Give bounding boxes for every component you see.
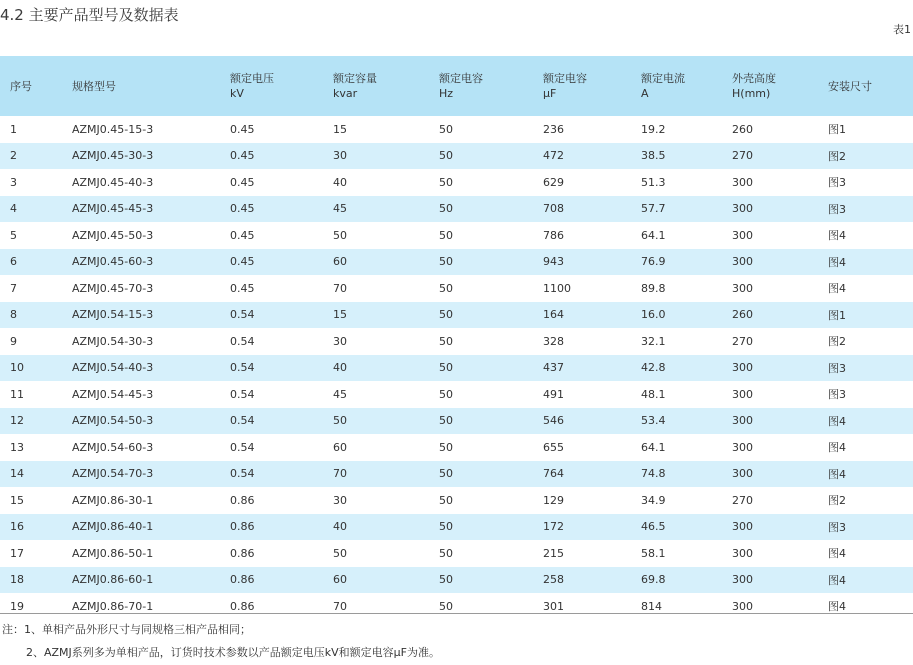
table-cell: AZMJ0.86-40-1	[72, 520, 154, 534]
table-cell: 328	[543, 334, 564, 348]
table-cell: 50	[439, 308, 453, 322]
table-cell: 129	[543, 493, 564, 507]
table-cell: 17	[10, 546, 24, 560]
table-row	[0, 461, 913, 488]
table-cell: 270	[732, 149, 753, 163]
table-cell: 0.45	[230, 228, 255, 242]
table-cell: 图3	[828, 520, 846, 534]
table-cell: 11	[10, 387, 24, 401]
table-cell: AZMJ0.45-15-3	[72, 122, 154, 136]
table-cell: 50	[439, 334, 453, 348]
table-cell: AZMJ0.54-15-3	[72, 308, 154, 322]
table-cell: 70	[333, 467, 347, 481]
note-line-2: 2、AZMJ系列多为单相产品，订货时技术参数以产品额定电压kV和额定电容μF为准。	[26, 646, 441, 659]
table-row	[0, 434, 913, 461]
table-cell: 50	[439, 202, 453, 216]
table-cell: 3	[10, 175, 17, 189]
header-cell	[66, 79, 230, 94]
table-cell: 300	[732, 361, 753, 375]
table-header-row	[0, 56, 913, 116]
table-cell: 30	[333, 334, 347, 348]
table-cell: 0.54	[230, 334, 255, 348]
table-cell: AZMJ0.86-50-1	[72, 546, 154, 560]
table-cell: 32.1	[641, 334, 666, 348]
table-cell: 15	[10, 493, 24, 507]
table-cell: 图3	[828, 388, 846, 402]
table-row	[0, 567, 913, 594]
table-cell: 708	[543, 202, 564, 216]
table-cell: 0.54	[230, 308, 255, 322]
table-cell: 50	[439, 281, 453, 295]
table-row	[0, 302, 913, 329]
table-cell: 60	[333, 255, 347, 269]
table-cell: 图4	[828, 467, 846, 481]
table-cell: 260	[732, 308, 753, 322]
table-row	[0, 116, 913, 143]
table-cell: 655	[543, 440, 564, 454]
table-cell: 0.54	[230, 440, 255, 454]
table-cell: AZMJ0.54-30-3	[72, 334, 154, 348]
table-cell: 1	[10, 122, 17, 136]
header-cell	[333, 71, 439, 101]
table-cell: AZMJ0.54-50-3	[72, 414, 154, 428]
table-cell: 50	[439, 599, 453, 613]
table-cell: 0.54	[230, 467, 255, 481]
header-unit: H(mm)	[732, 87, 771, 100]
table-cell: 0.86	[230, 546, 255, 560]
table-row	[0, 196, 913, 223]
table-cell: 30	[333, 149, 347, 163]
table-row	[0, 275, 913, 302]
table-cell: 16.0	[641, 308, 666, 322]
table-cell: AZMJ0.45-40-3	[72, 175, 154, 189]
table-cell: 50	[439, 255, 453, 269]
table-cell: 图4	[828, 573, 846, 587]
table-cell: 53.4	[641, 414, 666, 428]
table-cell: 图4	[828, 229, 846, 243]
table-cell: 50	[333, 414, 347, 428]
table-cell: 0.45	[230, 149, 255, 163]
table-row	[0, 381, 913, 408]
table-cell: 50	[439, 467, 453, 481]
table-cell: 69.8	[641, 573, 666, 587]
table-cell: 38.5	[641, 149, 666, 163]
table-cell: 12	[10, 414, 24, 428]
table-cell: 0.54	[230, 361, 255, 375]
table-cell: AZMJ0.54-60-3	[72, 440, 154, 454]
table-number-label: 表1	[893, 23, 911, 36]
table-cell: 300	[732, 414, 753, 428]
table-cell: 300	[732, 467, 753, 481]
table-cell: 172	[543, 520, 564, 534]
table-cell: AZMJ0.45-45-3	[72, 202, 154, 216]
header-unit: A	[641, 87, 649, 100]
table-cell: 60	[333, 440, 347, 454]
header-label: 安装尺寸	[828, 79, 872, 93]
table-cell: 40	[333, 175, 347, 189]
table-cell: 6	[10, 255, 17, 269]
table-cell: 14	[10, 467, 24, 481]
table-cell: 图4	[828, 255, 846, 269]
table-cell: 50	[333, 228, 347, 242]
table-cell: 5	[10, 228, 17, 242]
table-cell: 50	[439, 387, 453, 401]
header-label: 额定电流	[641, 72, 685, 85]
note-line-1: 注：1、单相产品外形尺寸与同规格三相产品相同；	[2, 623, 251, 636]
table-cell: 472	[543, 149, 564, 163]
table-cell: 图4	[828, 547, 846, 561]
table-cell: 70	[333, 599, 347, 613]
table-cell: AZMJ0.45-50-3	[72, 228, 154, 242]
table-cell: 0.45	[230, 255, 255, 269]
table-cell: AZMJ0.54-45-3	[72, 387, 154, 401]
table-row	[0, 143, 913, 170]
section-title: 4.2 主要产品型号及数据表	[0, 6, 179, 24]
table-cell: 0.54	[230, 414, 255, 428]
table-cell: 164	[543, 308, 564, 322]
header-unit: Hz	[439, 87, 454, 100]
table-cell: 50	[439, 149, 453, 163]
table-cell: 15	[333, 122, 347, 136]
table-row	[0, 487, 913, 514]
table-cell: 40	[333, 361, 347, 375]
table-cell: 图4	[828, 414, 846, 428]
table-cell: AZMJ0.86-30-1	[72, 493, 154, 507]
table-row	[0, 169, 913, 196]
table-cell: 300	[732, 175, 753, 189]
table-cell: 7	[10, 281, 17, 295]
table-cell: 60	[333, 573, 347, 587]
table-cell: 15	[333, 308, 347, 322]
table-cell: 48.1	[641, 387, 666, 401]
table-cell: 图4	[828, 441, 846, 455]
table-cell: 0.54	[230, 387, 255, 401]
header-label: 额定电容	[543, 72, 587, 85]
table-cell: 300	[732, 520, 753, 534]
header-cell	[732, 71, 828, 101]
table-cell: 42.8	[641, 361, 666, 375]
table-cell: 786	[543, 228, 564, 242]
table-cell: 764	[543, 467, 564, 481]
table-cell: 57.7	[641, 202, 666, 216]
table-row	[0, 249, 913, 276]
table-cell: 10	[10, 361, 24, 375]
table-cell: 13	[10, 440, 24, 454]
table-cell: 0.86	[230, 493, 255, 507]
table-cell: 50	[439, 122, 453, 136]
header-cell	[543, 71, 641, 101]
table-cell: 491	[543, 387, 564, 401]
table-cell: 图3	[828, 361, 846, 375]
table-cell: AZMJ0.45-70-3	[72, 281, 154, 295]
table-cell: 546	[543, 414, 564, 428]
table-cell: 300	[732, 573, 753, 587]
table-cell: 300	[732, 202, 753, 216]
table-cell: 34.9	[641, 493, 666, 507]
table-cell: 50	[439, 573, 453, 587]
table-cell: 437	[543, 361, 564, 375]
table-cell: 45	[333, 387, 347, 401]
table-cell: 46.5	[641, 520, 666, 534]
table-cell: 300	[732, 599, 753, 613]
table-cell: 64.1	[641, 440, 666, 454]
table-cell: 943	[543, 255, 564, 269]
table-cell: 图2	[828, 494, 846, 508]
table-cell: AZMJ0.45-30-3	[72, 149, 154, 163]
table-cell: 300	[732, 546, 753, 560]
table-cell: 50	[439, 440, 453, 454]
table-cell: 50	[439, 546, 453, 560]
header-label: 额定容量	[333, 72, 377, 85]
table-cell: 19	[10, 599, 24, 613]
table-cell: 18	[10, 573, 24, 587]
table-cell: 629	[543, 175, 564, 189]
table-cell: 814	[641, 599, 662, 613]
table-cell: 64.1	[641, 228, 666, 242]
table-cell: 50	[439, 414, 453, 428]
table-cell: 74.8	[641, 467, 666, 481]
table-row	[0, 328, 913, 355]
header-cell	[439, 71, 543, 101]
table-cell: 270	[732, 334, 753, 348]
table-cell: 30	[333, 493, 347, 507]
table-row	[0, 222, 913, 249]
header-unit: kV	[230, 87, 244, 100]
header-cell	[828, 79, 913, 94]
table-cell: 0.45	[230, 122, 255, 136]
table-cell: 图2	[828, 335, 846, 349]
table-cell: 301	[543, 599, 564, 613]
table-cell: 51.3	[641, 175, 666, 189]
table-cell: 300	[732, 228, 753, 242]
table-cell: 50	[439, 175, 453, 189]
table-cell: 0.86	[230, 520, 255, 534]
header-label: 额定电压	[230, 72, 274, 85]
table-cell: 2	[10, 149, 17, 163]
table-cell: 215	[543, 546, 564, 560]
table-cell: 16	[10, 520, 24, 534]
table-bottom-rule	[0, 613, 913, 614]
table-row	[0, 408, 913, 435]
table-cell: 58.1	[641, 546, 666, 560]
table-row	[0, 355, 913, 382]
table-cell: 9	[10, 334, 17, 348]
header-unit: kvar	[333, 87, 358, 100]
table-cell: 19.2	[641, 122, 666, 136]
header-cell	[0, 79, 66, 94]
header-label: 额定电容	[439, 72, 483, 85]
table-cell: 76.9	[641, 255, 666, 269]
table-cell: 图1	[828, 123, 846, 137]
table-cell: 0.45	[230, 281, 255, 295]
table-cell: 300	[732, 387, 753, 401]
table-cell: 260	[732, 122, 753, 136]
table-cell: 图2	[828, 149, 846, 163]
table-cell: 图3	[828, 176, 846, 190]
table-cell: 50	[439, 361, 453, 375]
table-cell: AZMJ0.54-40-3	[72, 361, 154, 375]
table-cell: 50	[439, 493, 453, 507]
table-row	[0, 514, 913, 541]
table-cell: 89.8	[641, 281, 666, 295]
table-cell: 图4	[828, 282, 846, 296]
table-cell: 50	[439, 520, 453, 534]
table-cell: 50	[333, 546, 347, 560]
header-label: 规格型号	[72, 79, 116, 93]
product-data-table	[0, 56, 913, 620]
table-cell: 45	[333, 202, 347, 216]
table-cell: 50	[439, 228, 453, 242]
table-cell: 图1	[828, 308, 846, 322]
table-row	[0, 540, 913, 567]
table-cell: 0.45	[230, 202, 255, 216]
table-cell: 图3	[828, 202, 846, 216]
header-unit: μF	[543, 87, 557, 100]
table-cell: 70	[333, 281, 347, 295]
table-cell: 1100	[543, 281, 571, 295]
table-cell: AZMJ0.86-70-1	[72, 599, 154, 613]
table-cell: AZMJ0.54-70-3	[72, 467, 154, 481]
header-label: 序号	[10, 79, 32, 93]
table-body	[0, 116, 913, 620]
table-cell: AZMJ0.45-60-3	[72, 255, 154, 269]
table-row	[0, 593, 913, 620]
table-cell: 300	[732, 281, 753, 295]
table-cell: 图4	[828, 600, 846, 614]
table-cell: 8	[10, 308, 17, 322]
header-label: 外壳高度	[732, 72, 776, 85]
header-cell	[230, 71, 333, 101]
table-cell: 258	[543, 573, 564, 587]
table-cell: 300	[732, 255, 753, 269]
table-cell: AZMJ0.86-60-1	[72, 573, 154, 587]
table-cell: 270	[732, 493, 753, 507]
table-cell: 300	[732, 440, 753, 454]
table-cell: 0.45	[230, 175, 255, 189]
table-cell: 0.86	[230, 573, 255, 587]
table-cell: 40	[333, 520, 347, 534]
table-cell: 0.86	[230, 599, 255, 613]
table-cell: 4	[10, 202, 17, 216]
header-cell	[641, 71, 732, 101]
table-cell: 236	[543, 122, 564, 136]
